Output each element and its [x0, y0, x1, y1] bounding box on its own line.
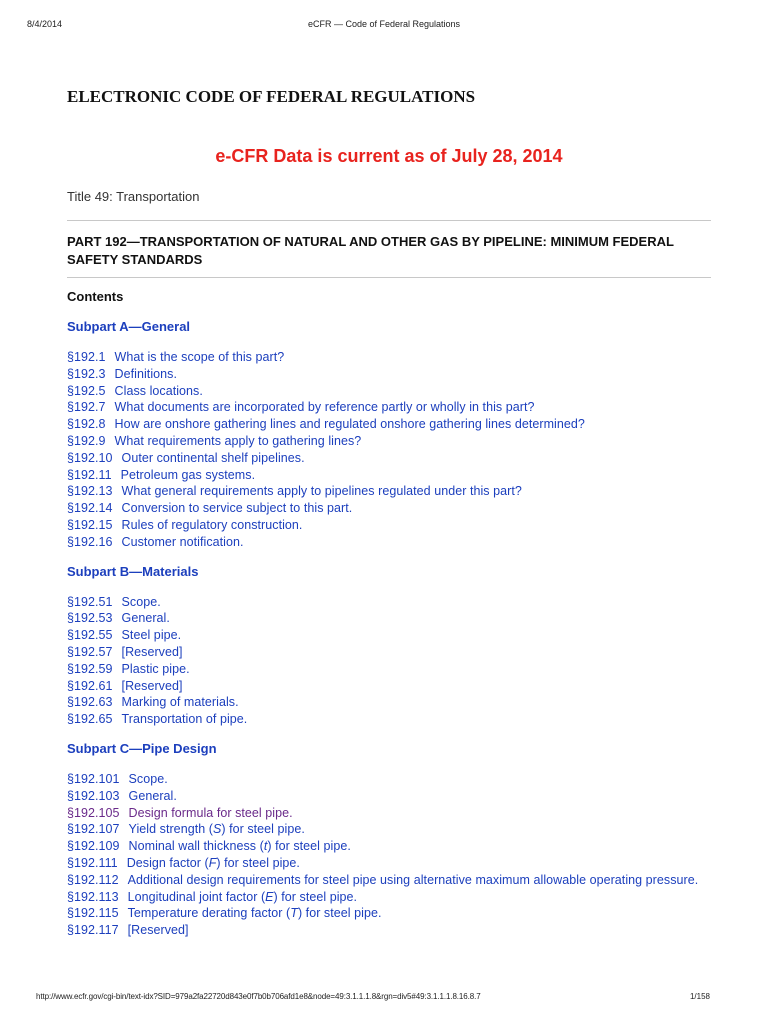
- section-title: What general requirements apply to pipelines regulated under this part?: [121, 484, 522, 499]
- section-link[interactable]: [67, 416, 711, 433]
- section-link[interactable]: [67, 661, 711, 678]
- section-title: Definitions.: [114, 366, 177, 381]
- header-title: eCFR — Code of Federal Regulations: [307, 19, 461, 29]
- section-number: §192.107: [67, 822, 120, 837]
- section-number: §192.1: [67, 350, 106, 364]
- section-link[interactable]: [67, 889, 711, 906]
- divider: [67, 277, 711, 278]
- divider: [67, 220, 711, 221]
- section-title: What is the scope of this part?: [114, 350, 285, 364]
- section-title: Scope.: [128, 771, 168, 786]
- subpart-heading-b[interactable]: Subpart B—Materials: [67, 563, 199, 579]
- subpart-a: [67, 318, 711, 551]
- section-link[interactable]: [67, 433, 711, 450]
- section-title: Petroleum gas systems.: [120, 467, 256, 482]
- section-title: Outer continental shelf pipelines.: [121, 450, 305, 465]
- section-number: §192.103: [67, 788, 120, 803]
- section-number: §192.112: [67, 872, 119, 887]
- section-title: General.: [128, 788, 177, 803]
- section-link[interactable]: [67, 905, 711, 922]
- section-link[interactable]: [67, 644, 711, 661]
- section-title: Design factor (F) for steel pipe.: [126, 855, 300, 870]
- part-heading: PART 192—TRANSPORTATION OF NATURAL AND OTHER GAS BY PIPELINE: MINIMUM FEDERAL SAFETY STANDARDS: [67, 234, 674, 267]
- currency-notice: e-CFR Data is current as of July 28, 2014: [215, 146, 563, 166]
- section-number: §192.55: [67, 628, 113, 643]
- section-link[interactable]: [67, 399, 711, 416]
- section-link[interactable]: [67, 349, 711, 366]
- subpart-heading-c[interactable]: Subpart C—Pipe Design: [67, 740, 217, 756]
- header-date: 8/4/2014: [27, 19, 63, 29]
- section-link[interactable]: [67, 838, 711, 855]
- section-title: General.: [121, 611, 170, 626]
- document-body: [67, 86, 711, 939]
- subpart-heading-a[interactable]: Subpart A—General: [67, 319, 191, 334]
- subpart-b: [67, 563, 711, 728]
- section-list: [67, 594, 711, 728]
- section-number: §192.57: [67, 644, 113, 659]
- section-number: §192.65: [67, 712, 113, 727]
- section-number: §192.109: [67, 839, 120, 854]
- section-number: §192.61: [67, 678, 113, 693]
- section-title: Additional design requirements for steel pipe using alternative maximum allowable operating pressure.: [127, 872, 699, 887]
- section-link[interactable]: [67, 517, 711, 534]
- section-number: §192.13: [67, 484, 113, 499]
- section-number: §192.53: [67, 611, 113, 626]
- section-link[interactable]: [67, 872, 711, 889]
- section-number: §192.105: [67, 805, 120, 820]
- section-link[interactable]: [67, 855, 711, 872]
- section-number: §192.51: [67, 594, 113, 609]
- section-title: Yield strength (S) for steel pipe.: [128, 822, 305, 837]
- section-number: §192.101: [67, 771, 120, 786]
- section-link[interactable]: [67, 534, 711, 551]
- section-number: §192.5: [67, 383, 106, 398]
- section-title: Temperature derating factor (T) for steel pipe.: [127, 906, 382, 921]
- section-number: §192.111: [67, 855, 118, 870]
- section-title: Rules of regulatory construction.: [121, 517, 303, 532]
- section-number: §192.113: [67, 889, 119, 904]
- section-number: §192.59: [67, 661, 113, 676]
- section-title: [Reserved]: [127, 923, 189, 938]
- section-title: Transportation of pipe.: [121, 712, 248, 727]
- section-title: Nominal wall thickness (t) for steel pipe.: [128, 839, 351, 854]
- section-link[interactable]: [67, 500, 711, 517]
- section-title: [Reserved]: [121, 644, 183, 659]
- section-link[interactable]: [67, 678, 711, 695]
- section-link[interactable]: [67, 366, 711, 383]
- section-link[interactable]: [67, 788, 711, 805]
- section-title: [Reserved]: [121, 678, 183, 693]
- section-link[interactable]: [67, 383, 711, 400]
- subpart-c: [67, 740, 711, 939]
- section-title: Conversion to service subject to this part.: [121, 501, 353, 516]
- section-list: [67, 771, 711, 939]
- section-number: §192.16: [67, 534, 113, 549]
- section-title: How are onshore gathering lines and regulated onshore gathering lines determined?: [114, 417, 585, 432]
- section-link[interactable]: [67, 483, 711, 500]
- section-list: [67, 349, 711, 551]
- contents-heading: Contents: [67, 289, 124, 304]
- section-number: §192.7: [67, 400, 106, 415]
- section-link[interactable]: [67, 694, 711, 711]
- footer-url: http://www.ecfr.gov/cgi-bin/text-idx?SID=979a2fa22720d843e0f7b0b706afd1e8&node=49:3.1.1.1.8&rgn=div5#49:3.1.1.1.8.16.8.7: [36, 992, 481, 1001]
- section-number: §192.3: [67, 366, 106, 381]
- page-title: ELECTRONIC CODE OF FEDERAL REGULATIONS: [67, 87, 476, 106]
- title-line: Title 49: Transportation: [67, 189, 200, 204]
- section-number: §192.14: [67, 501, 113, 516]
- section-number: §192.63: [67, 695, 113, 710]
- section-number: §192.8: [67, 417, 106, 432]
- section-title: Plastic pipe.: [121, 661, 190, 676]
- section-title: Steel pipe.: [121, 628, 182, 643]
- section-number: §192.115: [67, 906, 119, 921]
- section-title: Class locations.: [114, 383, 203, 398]
- section-link[interactable]: [67, 711, 711, 728]
- section-title: Scope.: [121, 594, 161, 609]
- section-title: What documents are incorporated by reference partly or wholly in this part?: [114, 400, 535, 415]
- section-title: What requirements apply to gathering lines?: [114, 433, 362, 448]
- section-title: Marking of materials.: [121, 695, 239, 710]
- section-link[interactable]: [67, 594, 711, 611]
- section-link[interactable]: [67, 771, 711, 788]
- section-title: Customer notification.: [121, 534, 244, 549]
- section-title: Design formula for steel pipe.: [128, 805, 293, 820]
- section-link[interactable]: [67, 922, 711, 939]
- section-link[interactable]: [67, 610, 711, 627]
- section-link[interactable]: [67, 467, 711, 484]
- section-link[interactable]: [67, 805, 711, 822]
- section-number: §192.10: [67, 450, 113, 465]
- section-link[interactable]: [67, 627, 711, 644]
- section-number: §192.11: [67, 467, 112, 482]
- section-title: Longitudinal joint factor (E) for steel pipe.: [127, 889, 358, 904]
- section-link[interactable]: [67, 450, 711, 467]
- footer-page-number: 1/158: [689, 992, 710, 1001]
- section-number: §192.117: [67, 923, 119, 938]
- section-link[interactable]: [67, 821, 711, 838]
- section-number: §192.15: [67, 517, 113, 532]
- section-number: §192.9: [67, 433, 106, 448]
